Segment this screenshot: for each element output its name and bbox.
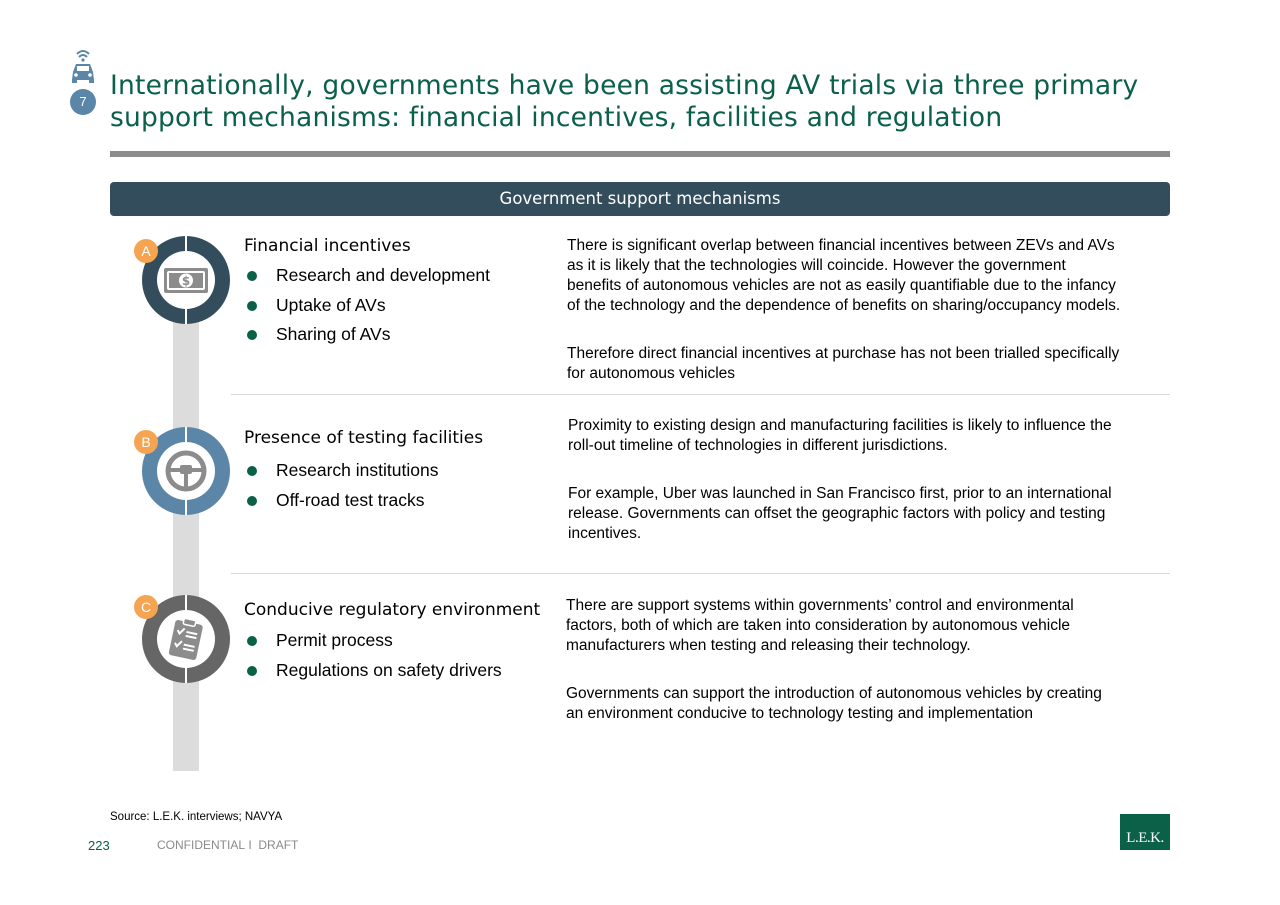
clipboard-checklist-icon [157, 610, 215, 668]
paragraph: Proximity to existing design and manufacturing facilities is likely to influence the roll-out timeline of technologies in different jurisdictions. [568, 417, 1112, 454]
page-title-line-1: Internationally, governments have been assisting AV trials via three primary [110, 70, 1139, 101]
paragraph: For example, Uber was launched in San Francisco first, prior to an international release. Governments can offset the geographic factors with policy and testing incentives. [568, 485, 1112, 542]
list-item: Off-road test tracks [244, 486, 438, 516]
timeline-bar [173, 300, 199, 771]
section-b-description [568, 416, 1112, 544]
money-icon [157, 251, 215, 309]
page-title-line-2: support mechanisms: financial incentives, facilities and regulation [110, 102, 1003, 133]
steering-wheel-icon [157, 442, 215, 500]
section-header-bar: Government support mechanisms [110, 182, 1170, 216]
paragraph: Governments can support the introduction of autonomous vehicles by creating an environment conducive to technology testing and implementation [566, 685, 1102, 722]
list-item: Regulations on safety drivers [244, 656, 502, 686]
list-item: Uptake of AVs [244, 291, 490, 321]
section-c-bullets [244, 626, 502, 685]
svg-text:$: $ [181, 274, 191, 288]
paragraph: Therefore direct financial incentives at purchase has not been trialled specifically for autonomous vehicles [567, 345, 1120, 382]
title-divider [110, 151, 1170, 157]
list-item: Permit process [244, 626, 502, 656]
list-item: Research and development [244, 261, 490, 291]
source-note: Source: L.E.K. interviews; NAVYA [110, 811, 283, 823]
page-number: 223 [88, 838, 110, 853]
section-c-description [566, 596, 1102, 724]
section-a-badge: A [134, 239, 158, 263]
slide-number-badge: 7 [70, 89, 96, 115]
section-a-bullets [244, 261, 490, 350]
connected-car-icon [68, 46, 98, 86]
list-item: Sharing of AVs [244, 320, 490, 350]
paragraph: There are support systems within governments’ control and environmental factors, both of which are taken into consideration by autonomous vehicle manufacturers when testing and releasing their technology. [566, 597, 1074, 654]
page-title [110, 70, 1170, 134]
section-b-title: Presence of testing facilities [244, 428, 484, 448]
section-c-badge: C [134, 595, 158, 619]
section-a-description [567, 236, 1120, 384]
list-item: Research institutions [244, 456, 438, 486]
section-b-badge: B [134, 430, 158, 454]
section-c-title: Conducive regulatory environment [244, 600, 541, 620]
section-divider [231, 394, 1170, 395]
section-divider [231, 573, 1170, 574]
section-a-title: Financial incentives [244, 236, 411, 256]
paragraph: There is significant overlap between financial incentives between ZEVs and AVs as it is likely that the technologies will coincide. However the government benefits of autonomous vehicles are not as easily quantifiable due to the infancy of the technology and the dependence of benefits on sharing/occupancy models. [567, 237, 1121, 314]
company-logo: L.E.K. [1120, 814, 1170, 850]
confidential-label: CONFIDENTIAL I DRAFT [157, 838, 299, 852]
section-b-bullets [244, 456, 438, 515]
